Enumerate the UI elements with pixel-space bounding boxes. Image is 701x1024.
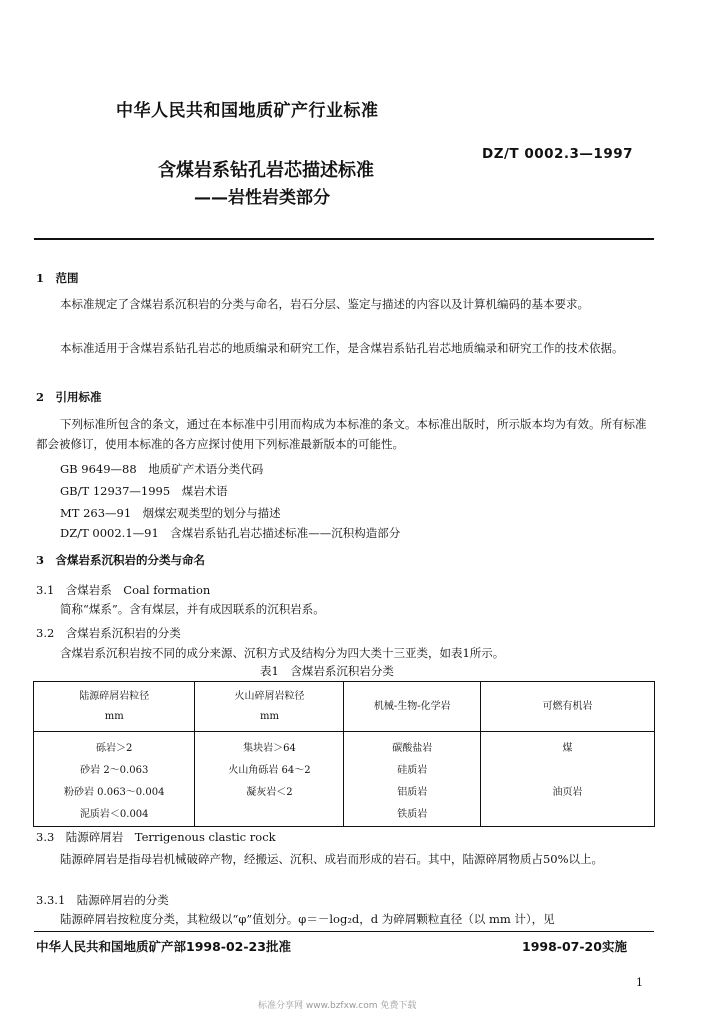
section-1-paragraph-2: 本标准适用于含煤岩系钻孔岩芯的地质编录和研究工作，是含煤岩系钻孔岩芯地质编录和研究工作的技术依据。 bbox=[60, 341, 624, 355]
section-3-3-1-text: 陆源碎屑岩按粒度分类，其粒级以“φ”值划分。φ＝－log₂d，d 为碎屑颗粒直径（以 mm 计），见 bbox=[60, 912, 555, 926]
section-3-3-1-heading: 3.3.1 陆源碎屑岩的分类 bbox=[36, 893, 169, 907]
section-1-heading: 1 范围 bbox=[36, 271, 79, 285]
table-1-caption: 表1 含煤岩系沉积岩分类 bbox=[260, 664, 394, 678]
table-column-volcanic bbox=[195, 732, 344, 827]
effective-date: 1998-07-20实施 bbox=[522, 939, 627, 954]
table-header-cell: 火山碎屑岩粒径 mm bbox=[195, 682, 344, 732]
table-column-clastic bbox=[34, 732, 195, 827]
table-cell bbox=[481, 760, 654, 782]
table-cell: 粉砂岩 0.063～0.004 bbox=[64, 787, 165, 798]
reference-item: DZ/T 0002.1—91 含煤岩系钻孔岩芯描述标准——沉积构造部分 bbox=[60, 526, 401, 540]
footer-divider bbox=[34, 931, 654, 932]
page-number: 1 bbox=[636, 976, 643, 989]
table-cell: 凝灰岩＜2 bbox=[246, 787, 293, 798]
rock-classification-table bbox=[33, 681, 655, 827]
industry-standard-header: 中华人民共和国地质矿产行业标准 bbox=[116, 101, 379, 121]
table-cell: 硅质岩 bbox=[397, 765, 428, 776]
section-3-heading: 3 含煤岩系沉积岩的分类与命名 bbox=[36, 553, 205, 567]
section-2-paragraph: 下列标准所包含的条文，通过在本标准中引用而构成为本标准的条文。本标准出版时，所示版本均为有效。所有标准都会被修订，使用本标准的各方应探讨使用下列标准最新版本的可能性。 bbox=[36, 417, 647, 451]
document-number: DZ/T 0002.3—1997 bbox=[482, 146, 634, 162]
table-cell: 砾岩＞2 bbox=[96, 743, 133, 754]
reference-item: GB 9649—88 地质矿产术语分类代码 bbox=[60, 462, 264, 476]
reference-item: GB/T 12937—1995 煤岩术语 bbox=[60, 484, 228, 498]
section-3-1-text: 简称“煤系”。含有煤层，并有成因联系的沉积岩系。 bbox=[60, 602, 325, 616]
table-cell: 油页岩 bbox=[552, 787, 583, 798]
section-3-2-heading: 3.2 含煤岩系沉积岩的分类 bbox=[36, 626, 181, 640]
table-cell: 碳酸盐岩 bbox=[392, 743, 433, 754]
watermark-text: 标准分享网 www.bzfxw.com 免费下载 bbox=[258, 1001, 417, 1011]
table-header-cell: 陆源碎屑岩粒径 mm bbox=[34, 682, 195, 732]
title-divider bbox=[34, 238, 654, 240]
section-1-paragraph-1: 本标准规定了含煤岩系沉积岩的分类与命名，岩石分层、鉴定与描述的内容以及计算机编码的基本要求。 bbox=[60, 297, 589, 311]
table-cell: 煤 bbox=[562, 743, 573, 754]
table-cell: 铝质岩 bbox=[397, 787, 428, 798]
table-column-organic bbox=[481, 732, 655, 827]
approval-note: 中华人民共和国地质矿产部1998-02-23批准 bbox=[36, 939, 291, 954]
section-3-1-heading: 3.1 含煤岩系 Coal formation bbox=[36, 583, 211, 597]
document-title: 含煤岩系钻孔岩芯描述标准 bbox=[158, 160, 374, 181]
table-cell: 铁质岩 bbox=[397, 809, 428, 820]
section-3-2-text: 含煤岩系沉积岩按不同的成分来源、沉积方式及结构分为四大类十三亚类，如表1所示。 bbox=[60, 646, 505, 660]
table-header-cell: 机械-生物-化学岩 bbox=[344, 682, 481, 732]
table-cell: 集块岩＞64 bbox=[243, 743, 296, 754]
table-cell: 砂岩 2～0.063 bbox=[80, 765, 149, 776]
section-3-3-text: 陆源碎屑岩是指母岩机械破碎产物，经搬运、沉积、成岩而形成的岩石。其中，陆源碎屑物质占50%以上。 bbox=[60, 852, 604, 866]
reference-item: MT 263—91 烟煤宏观类型的划分与描述 bbox=[60, 506, 281, 520]
section-3-3-heading: 3.3 陆源碎屑岩 Terrigenous clastic rock bbox=[36, 830, 276, 844]
table-cell: 火山角砾岩 64～2 bbox=[228, 765, 311, 776]
section-2-heading: 2 引用标准 bbox=[36, 390, 102, 404]
table-column-chemical bbox=[344, 732, 481, 827]
document-subtitle: ——岩性岩类部分 bbox=[194, 188, 330, 208]
table-header-cell: 可燃有机岩 bbox=[481, 682, 655, 732]
table-cell: 泥质岩＜0.004 bbox=[79, 809, 149, 820]
